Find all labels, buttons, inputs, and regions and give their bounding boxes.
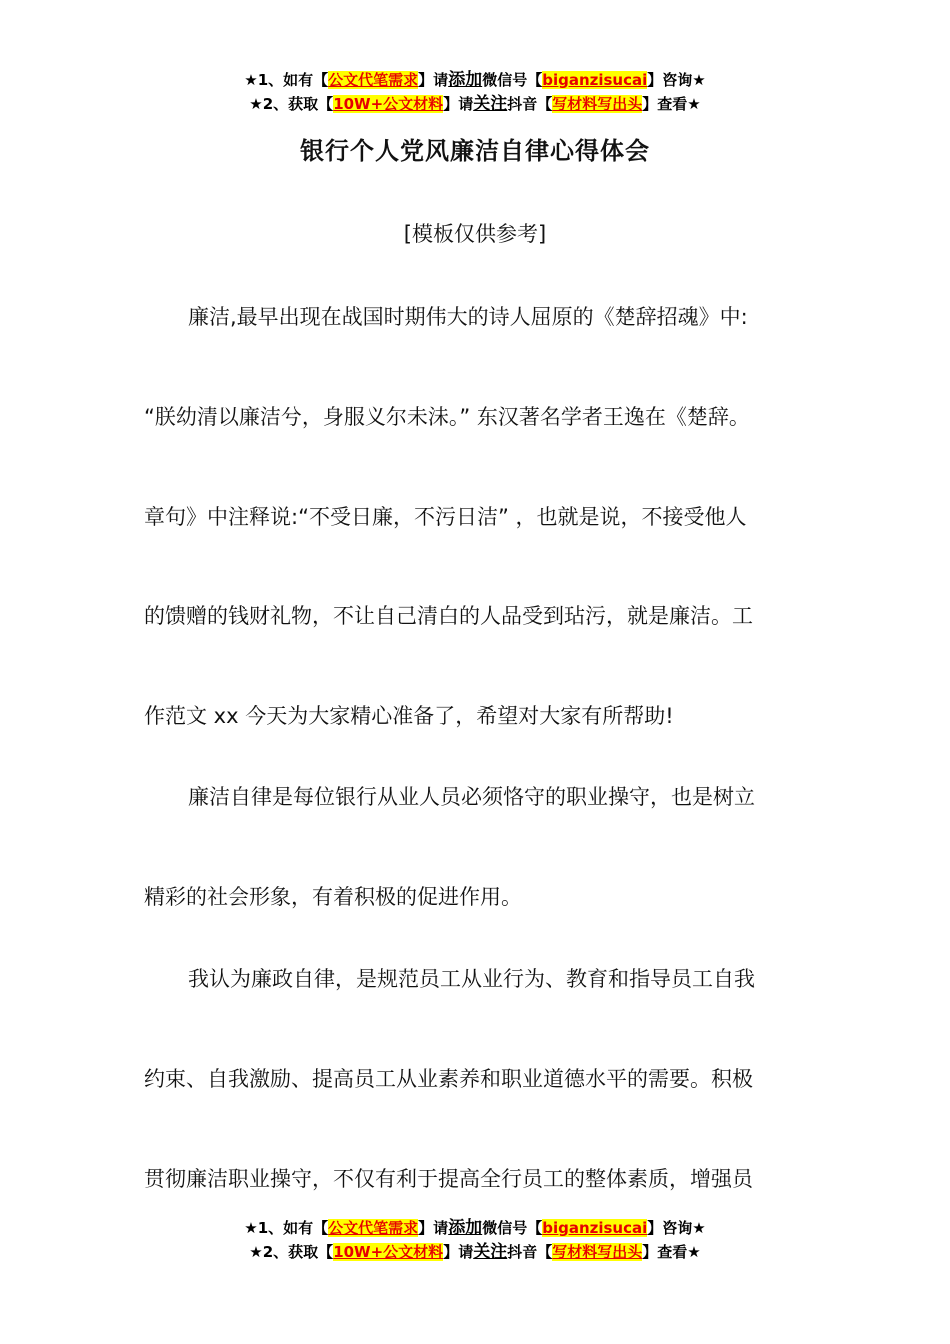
douyin-account: 写材料写出头 bbox=[552, 1243, 643, 1261]
promo-highlight: 公文代笔需求 bbox=[328, 71, 419, 89]
douyin-account: 写材料写出头 bbox=[552, 95, 643, 113]
promo-highlight: 10W+公文材料 bbox=[333, 95, 444, 113]
body-line: 作范文 xx 今天为大家精心准备了，希望对大家有所帮助! bbox=[144, 704, 674, 728]
body-line: 约束、自我激励、提高员工从业素养和职业道德水平的需要。积极 bbox=[144, 1067, 753, 1091]
body-line: 的馈赠的钱财礼物，不让自己清白的人品受到玷污，就是廉洁。工 bbox=[144, 604, 753, 628]
body-line: 精彩的社会形象，有着积极的促进作用。 bbox=[144, 885, 522, 909]
footer-promo bbox=[0, 1216, 950, 1264]
wechat-id: biganzisucai bbox=[542, 71, 648, 89]
body-line: 章句》中注释说:“不受日廉，不污日洁” ，也就是说，不接受他人 bbox=[144, 505, 747, 529]
promo-line-2: ★2、获取【10W+公文材料】请关注抖音【写材料写出头】查看★ bbox=[249, 1242, 701, 1262]
promo-line-1: ★1、如有【公文代笔需求】请添加微信号【biganzisucai】咨询★ bbox=[244, 1218, 706, 1238]
body-line: 廉洁,最早出现在战国时期伟大的诗人屈原的《楚辞招魂》中: bbox=[188, 305, 748, 329]
document-title: 银行个人党风廉洁自律心得体会 bbox=[300, 137, 650, 165]
document-subtitle: [模板仅供参考] bbox=[403, 222, 547, 246]
wechat-id: biganzisucai bbox=[542, 1219, 648, 1237]
body-line: 贯彻廉洁职业操守，不仅有利于提高全行员工的整体素质，增强员 bbox=[144, 1167, 753, 1191]
promo-highlight: 10W+公文材料 bbox=[333, 1243, 444, 1261]
promo-line-1: ★1、如有【公文代笔需求】请添加微信号【biganzisucai】咨询★ bbox=[244, 70, 706, 90]
body-line: 我认为廉政自律，是规范员工从业行为、教育和指导员工自我 bbox=[188, 967, 755, 991]
promo-highlight: 公文代笔需求 bbox=[328, 1219, 419, 1237]
body-line: 廉洁自律是每位银行从业人员必须恪守的职业操守，也是树立 bbox=[188, 785, 755, 809]
body-line: “朕幼清以廉洁兮，身服义尔未沬。” 东汉著名学者王逸在《楚辞。 bbox=[144, 405, 750, 429]
header-promo bbox=[0, 68, 950, 116]
promo-line-2: ★2、获取【10W+公文材料】请关注抖音【写材料写出头】查看★ bbox=[249, 94, 701, 114]
